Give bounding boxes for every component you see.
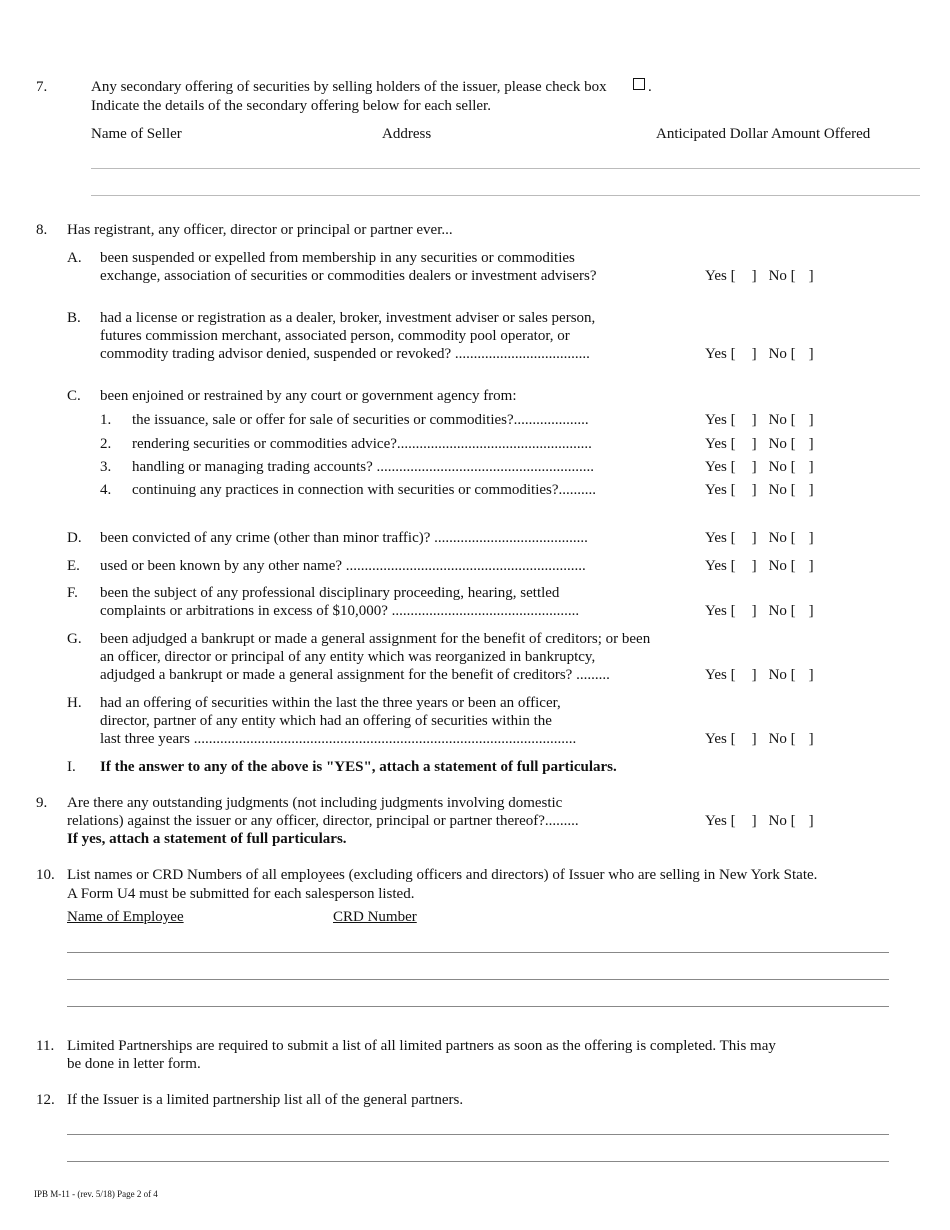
q8h-line3: last three years ...................................................................................................... <box>100 731 577 747</box>
q8a-line2: exchange, association of securities or commodities dealers or investment advisers? <box>100 268 597 284</box>
q8b-line1: had a license or registration as a dealer, broker, investment adviser or sales person, <box>100 310 596 326</box>
q8h-yes-no[interactable]: Yes [ ] No [ ] <box>705 731 814 747</box>
q8a-line1: been suspended or expelled from membership in any securities or commodities <box>100 250 575 266</box>
q8g-line1: been adjudged a bankrupt or made a general assignment for the benefit of creditors; or been <box>100 631 651 647</box>
q8e-line1: used or been known by any other name? ................................................................ <box>100 558 586 574</box>
q11-line1: Limited Partnerships are required to submit a list of all limited partners as soon as the offering is completed. This may <box>67 1038 776 1054</box>
q8e-letter: E. <box>67 558 80 574</box>
employee-line-1[interactable] <box>67 952 889 953</box>
q7-text-line2: Indicate the details of the secondary offering below for each seller. <box>91 98 491 114</box>
q8g-yes-no[interactable]: Yes [ ] No [ ] <box>705 667 814 683</box>
q10-line2: A Form U4 must be submitted for each salesperson listed. <box>67 886 415 902</box>
q8c-item-text: continuing any practices in connection with securities or commodities?.......... <box>132 482 597 498</box>
q8c2-yes-no[interactable]: Yes [ ] No [ ] <box>705 436 814 452</box>
q8f-line2: complaints or arbitrations in excess of $10,000? .................................................. <box>100 603 580 619</box>
q8a-yes-no[interactable]: Yes [ ] No [ ] <box>705 268 814 284</box>
q8g-line3: adjudged a bankrupt or made a general assignment for the benefit of creditors? ......... <box>100 667 610 683</box>
q8i-instruction: If the answer to any of the above is "YES", attach a statement of full particulars. <box>100 759 617 775</box>
q9-line2: relations) against the issuer or any officer, director, principal or partner thereof?......... <box>67 813 579 829</box>
q8-number: 8. <box>36 222 48 238</box>
yes-label: Yes [ <box>705 268 736 284</box>
q8g-line2: an officer, director or principal of any entity which was reorganized in bankruptcy, <box>100 649 596 665</box>
page-footer: IPB M-11 - (rev. 5/18) Page 2 of 4 <box>34 1189 158 1199</box>
q7-number: 7. <box>36 79 48 95</box>
q8c-letter: C. <box>67 388 81 404</box>
q8e-yes-no[interactable]: Yes [ ] No [ ] <box>705 558 814 574</box>
secondary-offering-checkbox[interactable] <box>633 78 645 90</box>
col-crd-number: CRD Number <box>333 909 417 925</box>
col-anticipated-amount: Anticipated Dollar Amount Offered <box>656 126 871 142</box>
q8c-line1: been enjoined or restrained by any court or government agency from: <box>100 388 517 404</box>
q11-line2: be done in letter form. <box>67 1056 201 1072</box>
q8h-line2: director, partner of any entity which had an offering of securities within the <box>100 713 552 729</box>
q8c3-yes-no[interactable]: Yes [ ] No [ ] <box>705 459 814 475</box>
partner-line-1[interactable] <box>67 1134 889 1135</box>
q8c1-yes-no[interactable]: Yes [ ] No [ ] <box>705 412 814 428</box>
employee-line-2[interactable] <box>67 979 889 980</box>
q8d-yes-no[interactable]: Yes [ ] No [ ] <box>705 530 814 546</box>
q8h-letter: H. <box>67 695 82 711</box>
q7-line1-end: . <box>648 79 652 95</box>
employee-line-3[interactable] <box>67 1006 889 1007</box>
q9-line1: Are there any outstanding judgments (not including judgments involving domestic <box>67 795 563 811</box>
q8c-item-text: rendering securities or commodities advice?.................................................... <box>132 436 592 452</box>
q8c-item-num: 3. <box>100 459 112 475</box>
q11-number: 11. <box>36 1038 55 1054</box>
q10-line1: List names or CRD Numbers of all employees (excluding officers and directors) of Issuer who are selling in New York State. <box>67 867 818 883</box>
col-address: Address <box>382 126 432 142</box>
q12-line1: If the Issuer is a limited partnership list all of the general partners. <box>67 1092 464 1108</box>
seller-line-1[interactable] <box>91 168 920 169</box>
q8c-item-text: the issuance, sale or offer for sale of securities or commodities?.................... <box>132 412 589 428</box>
col-name-of-employee: Name of Employee <box>67 909 184 925</box>
q8c-item-text: handling or managing trading accounts? .......................................................... <box>132 459 595 475</box>
q8c4-yes-no[interactable]: Yes [ ] No [ ] <box>705 482 814 498</box>
q8f-letter: F. <box>67 585 78 601</box>
q9-yes-no[interactable]: Yes [ ] No [ ] <box>705 813 814 829</box>
q8c-item-num: 4. <box>100 482 112 498</box>
q8i-letter: I. <box>67 759 76 775</box>
q8d-line1: been convicted of any crime (other than minor traffic)? ......................................... <box>100 530 588 546</box>
q8d-letter: D. <box>67 530 82 546</box>
q10-number: 10. <box>36 867 55 883</box>
q8-intro: Has registrant, any officer, director or principal or partner ever... <box>67 222 453 238</box>
col-name-of-seller: Name of Seller <box>91 126 182 142</box>
no-label: No [ <box>768 268 796 284</box>
q8f-yes-no[interactable]: Yes [ ] No [ ] <box>705 603 814 619</box>
q8b-yes-no[interactable]: Yes [ ] No [ ] <box>705 346 814 362</box>
q8b-line3: commodity trading advisor denied, suspended or revoked? .................................... <box>100 346 590 362</box>
q7-text-line1: Any secondary offering of securities by selling holders of the issuer, please check box <box>91 79 607 95</box>
q9-instruction: If yes, attach a statement of full particulars. <box>67 831 347 847</box>
q8a-letter: A. <box>67 250 82 266</box>
q8h-line1: had an offering of securities within the last the three years or been an officer, <box>100 695 561 711</box>
q12-number: 12. <box>36 1092 55 1108</box>
q9-number: 9. <box>36 795 48 811</box>
q8c-item-num: 2. <box>100 436 112 452</box>
q8b-line2: futures commission merchant, associated person, commodity pool operator, or <box>100 328 570 344</box>
q8c-item-num: 1. <box>100 412 112 428</box>
q8g-letter: G. <box>67 631 82 647</box>
q8f-line1: been the subject of any professional disciplinary proceeding, hearing, settled <box>100 585 560 601</box>
seller-line-2[interactable] <box>91 195 920 196</box>
q8b-letter: B. <box>67 310 81 326</box>
partner-line-2[interactable] <box>67 1161 889 1162</box>
